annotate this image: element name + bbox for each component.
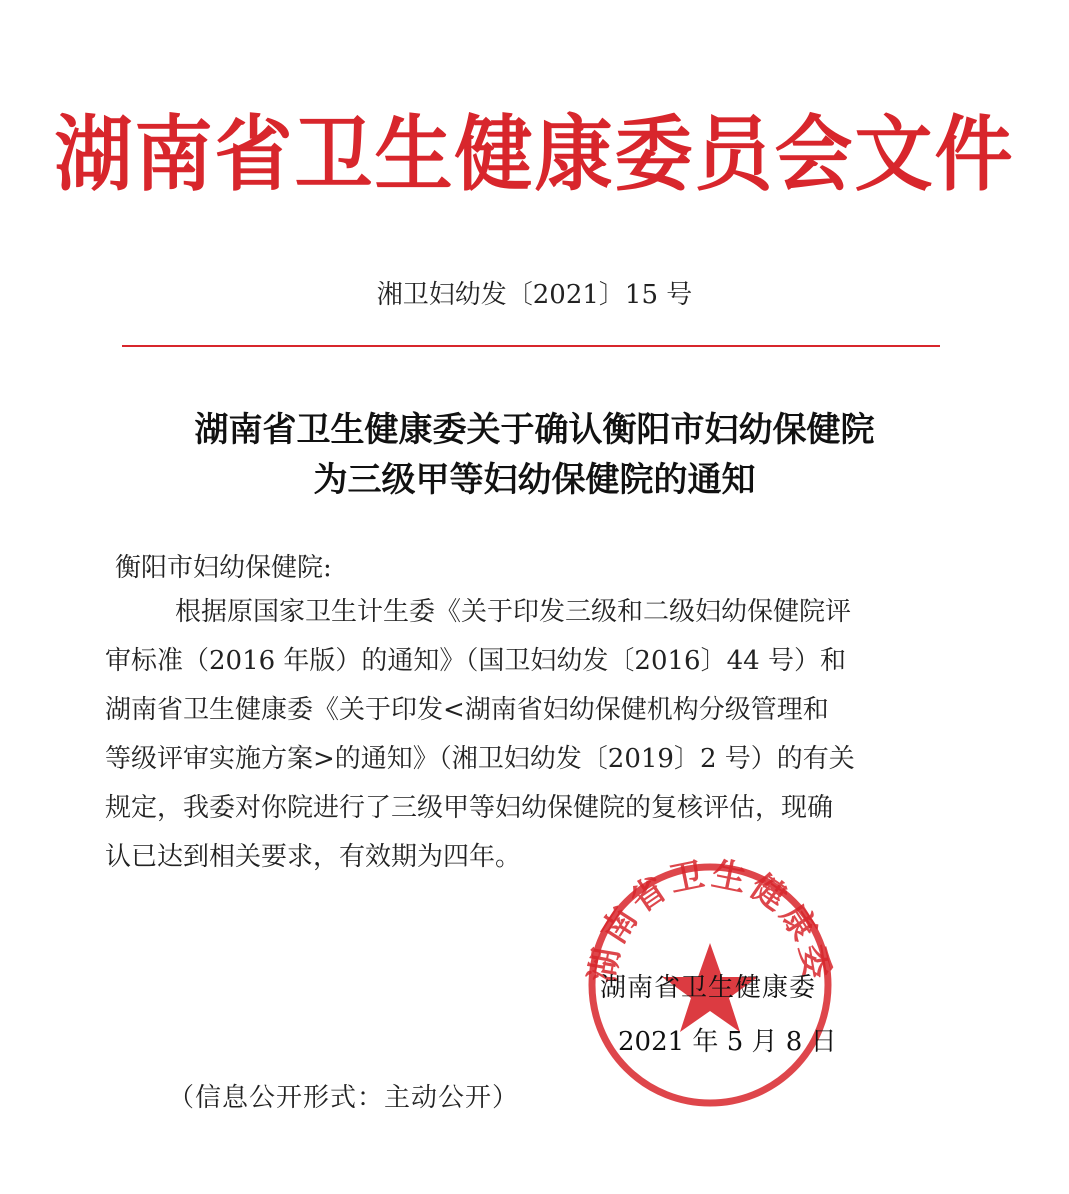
body-line: 等级评审实施方案>的通知》（湘卫妇幼发〔2019〕2 号）的有关 <box>105 744 855 774</box>
body-line: 根据原国家卫生计生委《关于印发三级和二级妇幼保健院评 <box>175 597 852 627</box>
body-line: 审标准（2016 年版）的通知》（国卫妇幼发〔2016〕44 号）和 <box>105 646 846 676</box>
signer: 湖南省卫生健康委 <box>600 973 817 1003</box>
recipient: 衡阳市妇幼保健院: <box>115 553 332 583</box>
body-line: 湖南省卫生健康委《关于印发<湖南省妇幼保健机构分级管理和 <box>105 695 829 725</box>
body-line: 规定，我委对你院进行了三级甲等妇幼保健院的复核评估，现确 <box>105 793 834 823</box>
body-text <box>105 588 975 882</box>
red-divider <box>122 345 940 347</box>
signature-date: 2021 年 5 月 8 日 <box>618 1027 837 1057</box>
body-line: 认已达到相关要求，有效期为四年。 <box>105 842 522 872</box>
notice-title <box>0 405 1069 505</box>
seal-text: 湖南省卫生健康委 <box>582 855 838 986</box>
document-number: 湘卫妇幼发〔2021〕15 号 <box>376 280 693 310</box>
notice-title-line-2: 为三级甲等妇幼保健院的通知 <box>313 460 756 500</box>
notice-title-line-1: 湖南省卫生健康委关于确认衡阳市妇幼保健院 <box>194 410 875 450</box>
disclosure-note: （信息公开形式：主动公开） <box>168 1083 520 1113</box>
masthead-title: 湖南省卫生健康委员会文件 <box>54 107 1015 203</box>
